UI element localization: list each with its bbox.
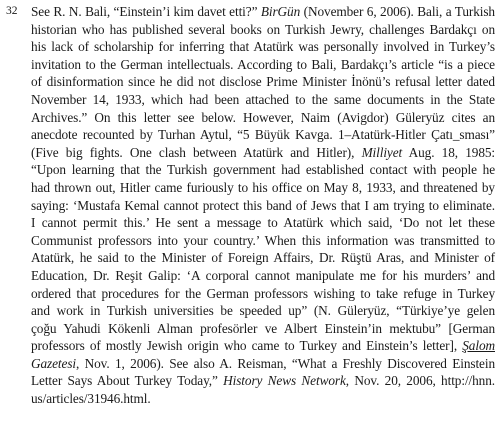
italic-text: History News Network: [223, 373, 346, 389]
text-run: us/articles/31946.html.: [31, 391, 151, 407]
footnote-text: [31, 3, 495, 408]
footnote-line: [31, 21, 495, 39]
footnote-line: [31, 3, 495, 21]
text-run: historian who has published several books on Turkish Jewry, challenges Bardakçı on: [31, 21, 495, 37]
text-run: of disinformation since he did not disclose Prime Minister İnönü’s refusal letter dated: [31, 74, 495, 90]
text-run: (Five big fights. One clash between Atatürk and Hitler),: [31, 144, 362, 160]
text-run: Communist professors into your country.’ When this information was transmitted to: [31, 232, 495, 248]
text-run: anecdote recounted by Turhan Aytul, “5 Büyük Kavga. 1–Atatürk-Hitler Çatı_sması”: [31, 127, 495, 143]
footnote-line: [31, 320, 495, 338]
text-run: Atatürk, he said to the Minister of Foreign Affairs, Dr. Rüştü Aras, and Minister of: [31, 250, 495, 266]
text-run: saying: ‘Mustafa Kemal cannot protect this band of Jews that I am trying to eliminate.: [31, 197, 495, 213]
footnote-line: [31, 38, 495, 56]
footnote-line: [31, 197, 495, 215]
text-run: Archives.” On this letter see below. However, Naim (Avigdor) Güleryüz cites an: [31, 109, 495, 125]
text-run: (November 6, 2006). Bali, a Turkish: [300, 4, 495, 19]
footnote-line: [31, 144, 495, 162]
footnote-line: [31, 302, 495, 320]
footnote-line: [31, 355, 495, 373]
italic-text: Gazetesi: [31, 355, 76, 371]
footnote-line: [31, 73, 495, 91]
text-run: his lack of scholarship for inferring that Atatürk was personally involved in Turkey’s: [31, 39, 495, 55]
text-run: çoğu Yahudi Kökenli Alman profesörler ve Albert Einstein’in mektubu” [German: [31, 320, 495, 336]
text-run: Letter Says About Turkey Today,”: [31, 373, 224, 389]
text-run: Education, Dr. Reşit Galip: ‘A corporal cannot manipulate me for his murders’ and: [31, 267, 495, 283]
footnote-line: [31, 337, 495, 355]
text-run: invitation to the German intellectuals. According to Bali, Bardakçı’s article “is a piece: [31, 56, 495, 72]
footnote-line: [31, 161, 495, 179]
text-run: , Nov. 20, 2006, http://hnn.: [345, 373, 495, 389]
footnote-line: [31, 91, 495, 109]
text-run: I cannot permit this.’ He sent a message to Atatürk which said, ‘Do not let these: [31, 215, 495, 231]
footnote-line: [31, 267, 495, 285]
footnote-line: [31, 285, 495, 303]
text-run: had thrown out, Hitler came furiously to his office on May 8, 1933, and threatened by: [31, 179, 495, 195]
text-run: See R. N. Bali, “Einstein’i kim davet etti?”: [31, 4, 261, 19]
text-run: and work in Turkish universities be speeded up” (N. Güleryüz, “Türkiye’ye gelen: [31, 303, 495, 319]
italic-text: BirGün: [260, 4, 301, 19]
text-run: professors of mostly Jewish origin who came to Turkey and Einstein’s letter],: [31, 338, 463, 354]
footnote-line: [31, 109, 495, 127]
footnote-line: [31, 249, 495, 267]
text-run: November 14, 1933, which had been attached to the same documents in the State: [31, 91, 495, 107]
italic-text: Milliyet: [361, 144, 403, 160]
footnote-line: [31, 56, 495, 74]
footnote-line: [31, 179, 495, 197]
footnote-line: [31, 372, 495, 390]
footnote-number: 32: [6, 5, 18, 17]
footnote-line: [31, 390, 495, 408]
italic-text: Şalom: [462, 338, 495, 354]
footnote-line: [31, 214, 495, 232]
text-run: “Upon learning that the Turkish government had established contact with people he: [31, 162, 495, 178]
text-run: , Nov. 1, 2006). See also A. Reisman, “What a Freshly Discovered Einstein: [76, 355, 495, 371]
text-run: Aug. 18, 1985:: [402, 144, 496, 160]
footnote-line: [31, 126, 495, 144]
text-run: ordered that procedures for the German professors wishing to take refuge in Turkey: [31, 285, 495, 301]
footnote-line: [31, 232, 495, 250]
